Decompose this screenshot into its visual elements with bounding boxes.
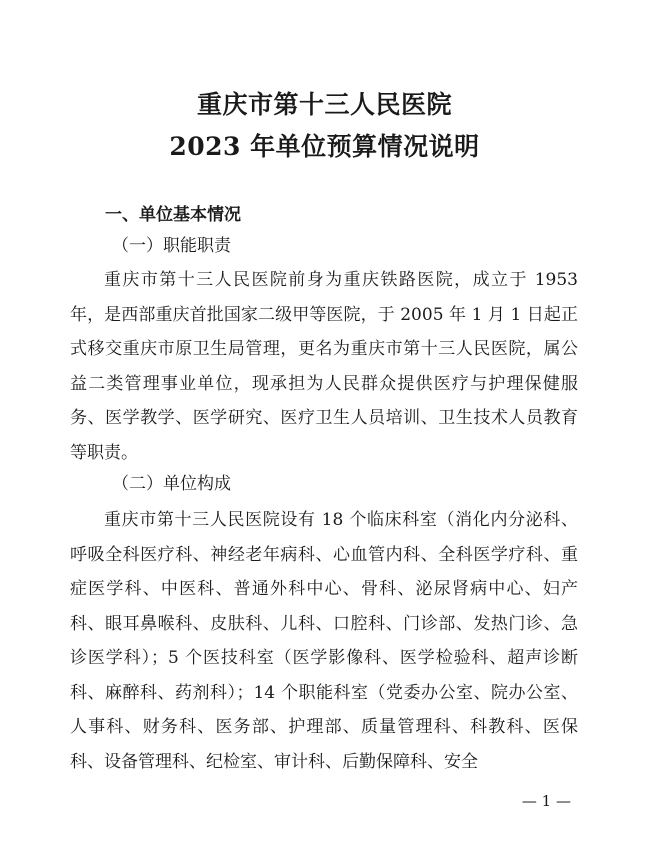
subsection-heading-duties: （一）职能职责 xyxy=(112,236,231,256)
page-number: — 1 — xyxy=(521,792,571,810)
section-heading-basic-info: 一、单位基本情况 xyxy=(105,205,241,225)
subsection-heading-composition: （二）单位构成 xyxy=(112,474,231,494)
document-title-line1: 重庆市第十三人民医院 xyxy=(196,90,452,119)
paragraph-duties: 重庆市第十三人民医院前身为重庆铁路医院，成立于 1953 年，是西部重庆首批国家二级甲等医院，于 2005 年 1 月 1 日起正式移交重庆市原卫生局管理，更名为重庆市第十三人民医院，属公益二类管理事业单位，现承担为人民群众提供医疗与护理保健服务、医学教学、医学研究、医疗卫生人员培训、卫生技术人员教育等职责。 xyxy=(70,270,578,463)
document-title-line2: 2023 年单位预算情况说明 xyxy=(169,132,480,161)
paragraph-composition: 重庆市第十三人民医院设有 18 个临床科室（消化内分泌科、呼吸全科医疗科、神经老年病科、心血管内科、全科医学疗科、重症医学科、中医科、普通外科中心、骨科、泌尿肾病中心、妇产科、眼耳鼻喉科、皮肤科、儿科、口腔科、门诊部、发热门诊、急诊医学科）；5 个医技科室（医学影像科、医学检验科、超声诊断科、麻醉科、药剂科）；14 个职能科室（党委办公室、院办公室、人事科、财务科、医务部、护理部、质量管理科、科教科、医保科、设备管理科、纪检室、审计科、后勤保障科、安全 xyxy=(70,510,578,772)
